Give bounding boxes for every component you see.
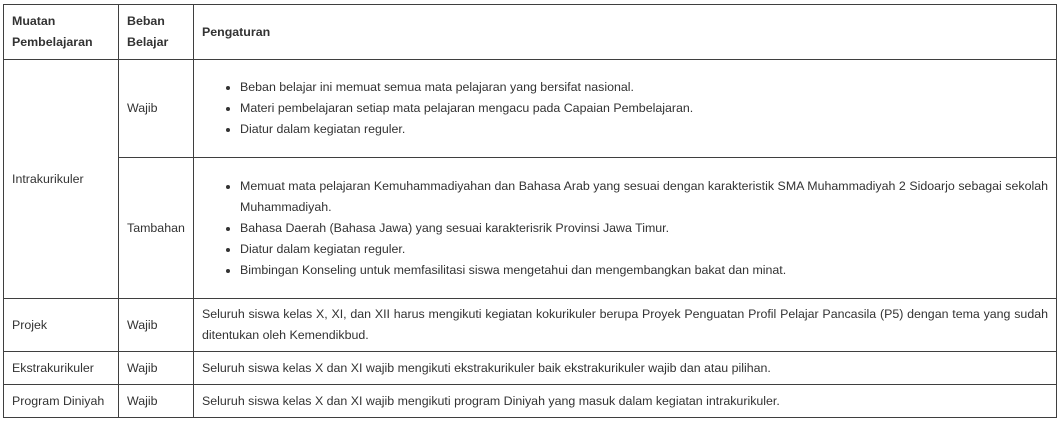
list-item: • Beban belajar ini memuat semua mata pelajaran yang bersifat nasional.: [240, 77, 1048, 98]
list-item: • Memuat mata pelajaran Kemuhammadiyahan dan Bahasa Arab yang sesuai dengan karakteristik SMA Muhammadiyah 2 Sidoarjo sebagai sekolah Muhammadiyah.: [240, 176, 1048, 218]
cell-muatan: Projek: [4, 299, 119, 352]
cell-beban: Tambahan: [119, 158, 194, 299]
header-pengaturan: Pengaturan: [194, 5, 1057, 60]
list-item: • Materi pembelajaran setiap mata pelajaran mengacu pada Capaian Pembelajaran.: [240, 98, 1048, 119]
list-item: • Diatur dalam kegiatan reguler.: [240, 239, 1048, 260]
cell-muatan: Intrakurikuler: [4, 60, 119, 299]
list-item: • Bahasa Daerah (Bahasa Jawa) yang sesuai karakterisrik Provinsi Jawa Timur.: [240, 218, 1048, 239]
list-item: • Diatur dalam kegiatan reguler.: [240, 119, 1048, 140]
header-beban: Beban Belajar: [119, 5, 194, 60]
cell-beban: Wajib: [119, 385, 194, 418]
bullet-list: [202, 77, 1048, 140]
cell-pengaturan: [194, 158, 1057, 299]
table-header-row: [4, 5, 1057, 60]
cell-beban: Wajib: [119, 60, 194, 158]
cell-pengaturan: Seluruh siswa kelas X dan XI wajib mengikuti ekstrakurikuler baik ekstrakurikuler wajib dan atau pilihan.: [194, 352, 1057, 385]
list-item: • Bimbingan Konseling untuk memfasilitasi siswa mengetahui dan mengembangkan bakat dan minat.: [240, 260, 1048, 281]
cell-beban: Wajib: [119, 299, 194, 352]
table-row: [4, 299, 1057, 352]
table-row: [4, 158, 1057, 299]
table-row: [4, 352, 1057, 385]
cell-pengaturan: Seluruh siswa kelas X dan XI wajib mengikuti program Diniyah yang masuk dalam kegiatan intrakurikuler.: [194, 385, 1057, 418]
cell-muatan: Program Diniyah: [4, 385, 119, 418]
cell-beban: Wajib: [119, 352, 194, 385]
cell-pengaturan: Seluruh siswa kelas X, XI, dan XII harus mengikuti kegiatan kokurikuler berupa Proyek Penguatan Profil Pelajar Pancasila (P5) dengan tema yang sudah ditentukan oleh Kemendikbud.: [194, 299, 1057, 352]
table-row: [4, 385, 1057, 418]
curriculum-table: [3, 4, 1057, 418]
table-row: [4, 60, 1057, 158]
bullet-list: [202, 176, 1048, 281]
cell-muatan: Ekstrakurikuler: [4, 352, 119, 385]
cell-pengaturan: [194, 60, 1057, 158]
header-muatan: Muatan Pembelajaran: [4, 5, 119, 60]
